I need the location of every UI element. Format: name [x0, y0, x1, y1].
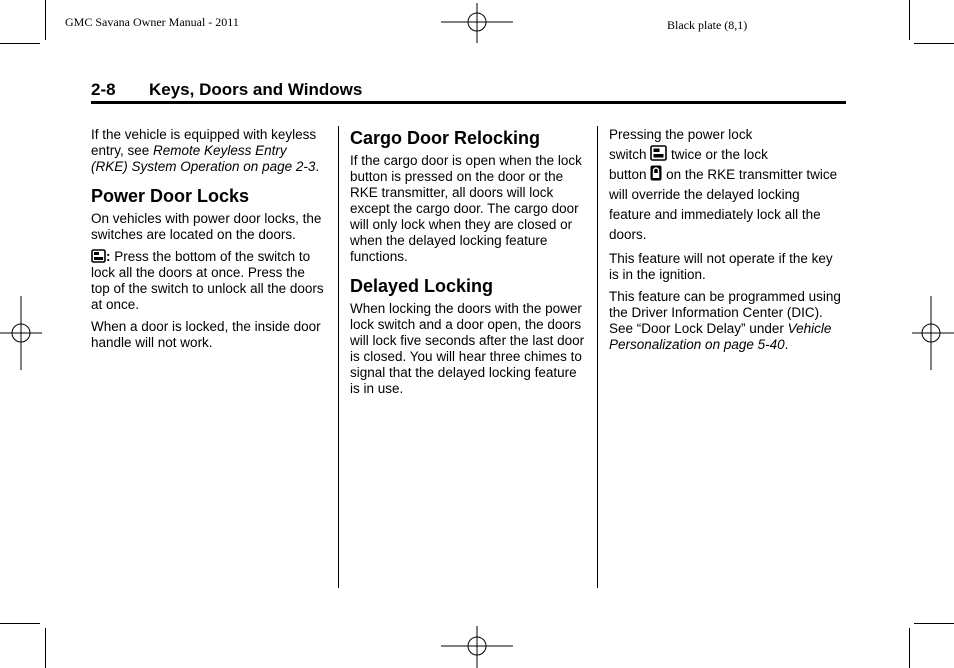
override-paragraph: Pressing the power lock switch twice or the lock button on the RKE transmitter twice will override the delayed locking feature and immediately lock all the doors. [609, 127, 838, 242]
crop-mark [0, 43, 40, 44]
cargo-door-relocking-heading: Cargo Door Relocking [350, 128, 541, 148]
rke-lock-icon [650, 165, 662, 181]
section-title: Keys, Doors and Windows [149, 80, 363, 99]
ignition-paragraph: This feature will not operate if the key is in the ignition. [609, 251, 833, 282]
rke-link[interactable]: Remote Keyless Entry (RKE) System Operation on page 2-3 [91, 143, 316, 174]
column-divider [597, 126, 598, 588]
vehicle-personalization-link[interactable]: Vehicle Personalization on page 5-40 [609, 321, 832, 352]
delayed-locking-paragraph: When locking the doors with the power lock switch and a door open, the doors will lock five seconds after the last door is closed. You will hear three chimes to signal that the delayed locking feature is in use. [350, 301, 585, 396]
cargo-door-paragraph: If the cargo door is open when the lock button is pressed on the door or the RKE transmitter, all doors will lock except the cargo door. The cargo door will only lock when they are closed or when the delayed locking feature functions. [350, 153, 582, 264]
crop-mark [909, 628, 910, 668]
intro-paragraph: If the vehicle is equipped with keyless entry, see Remote Keyless Entry (RKE) System Operation on page 2-3. [91, 127, 320, 174]
power-lock-switch-icon [91, 249, 106, 263]
column-1 [91, 127, 327, 357]
registration-mark-icon [441, 3, 513, 43]
column-3 [609, 127, 845, 359]
registration-mark-icon [441, 626, 513, 668]
crop-mark [0, 623, 40, 624]
header-rule [91, 101, 846, 104]
column-divider [338, 126, 339, 588]
page-number: 2-8 [91, 80, 116, 99]
power-lock-switch-icon [650, 145, 667, 161]
registration-mark-icon [912, 296, 954, 370]
crop-mark [45, 628, 46, 668]
power-door-locks-heading: Power Door Locks [91, 186, 250, 206]
registration-mark-icon [0, 296, 42, 370]
column-2 [350, 127, 586, 403]
crop-mark [914, 43, 954, 44]
crop-mark [909, 0, 910, 40]
crop-mark [45, 0, 46, 40]
manual-title: GMC Savana Owner Manual - 2011 [65, 15, 239, 29]
crop-mark [914, 623, 954, 624]
lock-switch-paragraph: : Press the bottom of the switch to lock all the doors at once. Press the top of the switch to unlock all the doors at once. [91, 249, 324, 312]
delayed-locking-heading: Delayed Locking [350, 276, 494, 296]
door-handle-paragraph: When a door is locked, the inside door handle will not work. [91, 319, 321, 350]
dic-paragraph: This feature can be programmed using the Driver Information Center (DIC). See “Door Lock Delay” under Vehicle Personalization on page 5-40. [609, 289, 841, 352]
plate-label: Black plate (8,1) [667, 18, 748, 32]
power-locks-paragraph: On vehicles with power door locks, the switches are located on the doors. [91, 211, 322, 242]
